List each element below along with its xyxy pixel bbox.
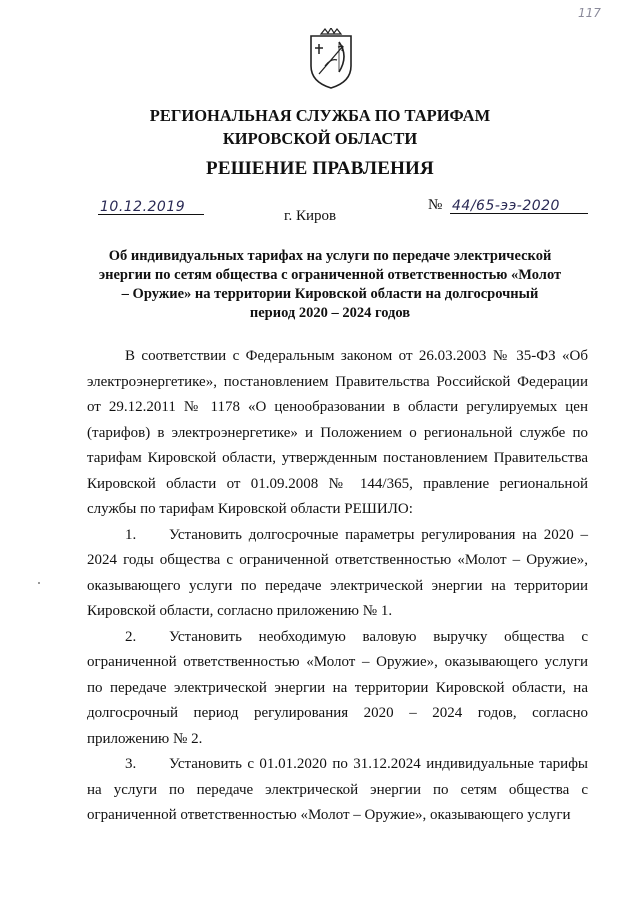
organization-name	[0, 104, 640, 150]
item-number: 2.	[125, 628, 137, 645]
item-text: Установить долгосрочные параметры регулирования на 2020 – 2024 годы общества с ограниченной ответственностью «Молот – Оружие», оказывающего услуги по передаче электрической энергии на территории Кировской области, согласно приложению № 1.	[87, 526, 588, 619]
decision-date-field	[98, 196, 204, 215]
subject-line4: период 2020 – 2024 годов	[249, 305, 411, 321]
item-text: Установить необходимую валовую выручку общества с ограниченной ответственностью «Молот – Оружие», оказывающего услуги по передаче электрической энергии на территории Кировской области, на долгосрочный период регулирования 2020 – 2024 годов, согласно приложению № 2.	[87, 628, 588, 747]
subject-line2: энергии по сетям общества с ограниченной ответственностью «Молот	[98, 267, 562, 283]
document-type-title: РЕШЕНИЕ ПРАВЛЕНИЯ	[206, 158, 434, 179]
organization-name-line2: КИРОВСКОЙ ОБЛАСТИ	[222, 129, 418, 148]
list-item	[87, 523, 588, 625]
decision-number-field	[428, 196, 588, 214]
number-underline	[450, 195, 588, 214]
city: г. Киров	[284, 208, 337, 224]
page-number-mark: 117	[578, 6, 601, 20]
organization-name-line1: РЕГИОНАЛЬНАЯ СЛУЖБА ПО ТАРИФАМ	[149, 106, 491, 125]
list-item	[87, 752, 588, 829]
decision-subject	[80, 247, 580, 323]
item-number: 1.	[125, 526, 137, 543]
item-number: 3.	[125, 756, 137, 772]
list-item	[87, 625, 588, 753]
margin-speck	[38, 582, 40, 584]
subject-line1: Об индивидуальных тарифах на услуги по передаче электрической	[108, 248, 552, 264]
decision-number: 44/65-ээ-2020	[452, 198, 560, 214]
item-text: Установить с 01.01.2020 по 31.12.2024 индивидуальные тарифы на услуги по передаче электрической энергии по сетям общества с ограниченной ответственностью «Молот – Оружие», оказывающего услуги	[87, 756, 588, 823]
subject-line3: – Оружие» на территории Кировской области на долгосрочный	[121, 286, 539, 302]
decision-date: 10.12.2019	[100, 199, 186, 215]
preamble-paragraph: В соответствии с Федеральным законом от 26.03.2003 № 35-ФЗ «Об электроэнергетике», постановлением Правительства Российской Федерации от 29.12.2011 № 1178 «О ценообразовании в области регулируемых цен (тарифов) в электроэнергетике» и Положением о региональной службе по тарифам Кировской области, утвержденным постановлением Правительства Кировской области от 01.09.2008 № 144/365, правление региональной службы по тарифам Кировской области РЕШИЛО:	[87, 348, 588, 517]
decision-body	[87, 344, 588, 829]
number-sign: №	[428, 197, 443, 213]
kirov-region-coat-of-arms-icon	[305, 28, 357, 90]
